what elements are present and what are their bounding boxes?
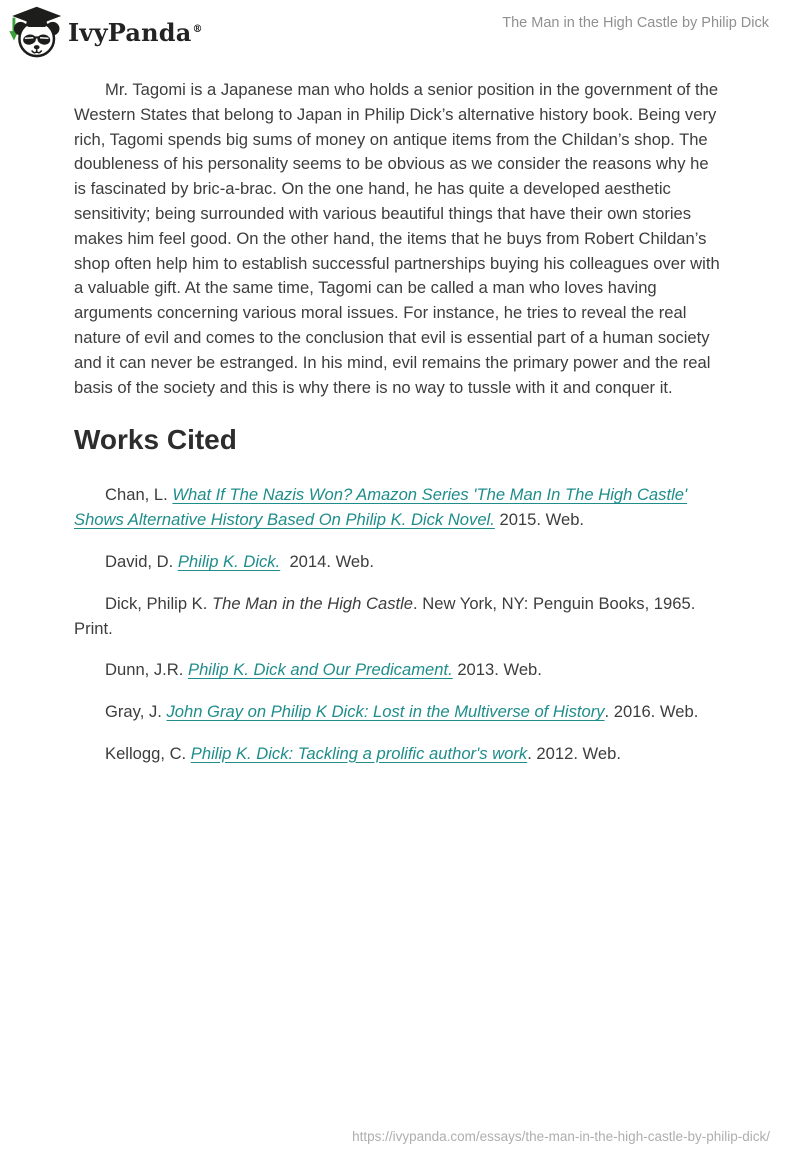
brand-name: IvyPanda: [68, 17, 192, 47]
citations-list: [74, 483, 724, 766]
header: [0, 0, 800, 62]
citation-publication-info: 2015. Web.: [494, 510, 585, 530]
citation-publication-info: . 2016. Web.: [604, 702, 699, 722]
panda-graduate-icon: [8, 5, 62, 59]
citation-link[interactable]: Philip K. Dick: Tackling a prolific author's work: [190, 743, 528, 763]
citation-link[interactable]: John Gray on Philip K Dick: Lost in the Multiverse of History: [166, 702, 605, 722]
brand-wordmark: [68, 18, 203, 47]
citation-entry: [74, 550, 724, 575]
citation-publication-info: . 2012. Web.: [527, 743, 621, 763]
source-url: https://ivypanda.com/essays/the-man-in-the-high-castle-by-philip-dick/: [352, 1129, 770, 1144]
works-cited-heading: Works Cited: [74, 424, 237, 456]
ivypanda-logo[interactable]: [8, 5, 203, 59]
citation-author: Kellogg, C.: [105, 743, 191, 763]
citation-publication-info: . New York, NY: Penguin Books, 1965. Print.: [74, 593, 696, 638]
citation-publication-info: 2014. Web.: [280, 551, 375, 571]
citation-author: Dick, Philip K.: [105, 593, 212, 613]
citation-entry: [74, 700, 724, 725]
citation-title-italic: The Man in the High Castle: [211, 593, 414, 613]
citation-author: Dunn, J.R.: [105, 660, 189, 680]
citation-link[interactable]: What If The Nazis Won? Amazon Series 'The Man In The High Castle' Shows Alternative History Based On Philip K. Dick Novel.: [74, 485, 688, 530]
citation-link[interactable]: Philip K. Dick.: [177, 551, 281, 571]
citation-publication-info: 2013. Web.: [452, 660, 542, 680]
citation-author: David, D.: [105, 551, 178, 571]
citation-entry: [74, 742, 724, 767]
citation-entry: [74, 658, 724, 683]
citation-author: Gray, J.: [105, 702, 167, 722]
essay-content: [74, 78, 724, 767]
document-title: The Man in the High Castle by Philip Dick: [502, 15, 769, 31]
citation-link[interactable]: Philip K. Dick and Our Predicament.: [188, 660, 453, 680]
citation-entry: [74, 592, 724, 642]
essay-paragraph: Mr. Tagomi is a Japanese man who holds a senior position in the government of the Western States that belong to Japan in Philip Dick’s alternative history book. Being very rich, Tagomi spends big sums of money on antique items from the Childan’s shop. The doubleness of his personality seems to be obvious as we consider the reasons why he is fascinated by bric-a-brac. On the one hand, he has quite a developed aesthetic sensitivity; being surrounded with various beautiful things that have their own stories makes him feel good. On the other hand, the items that he buys from Robert Childan’s shop often help him to establish successful partnerships buying his colleagues over with a valuable gift. At the same time, Tagomi can be called a man who loves having arguments concerning various moral issues. For instance, he tries to reveal the real nature of evil and comes to the conclusion that evil is essential part of a human society and it can never be estranged. In his mind, evil remains the primary power and the real basis of the society and this is why there is no way to tussle with it and conquer it.: [74, 80, 720, 397]
registered-mark: ®: [192, 23, 203, 35]
citation-author: Chan, L.: [105, 485, 173, 505]
citation-entry: [74, 483, 724, 533]
